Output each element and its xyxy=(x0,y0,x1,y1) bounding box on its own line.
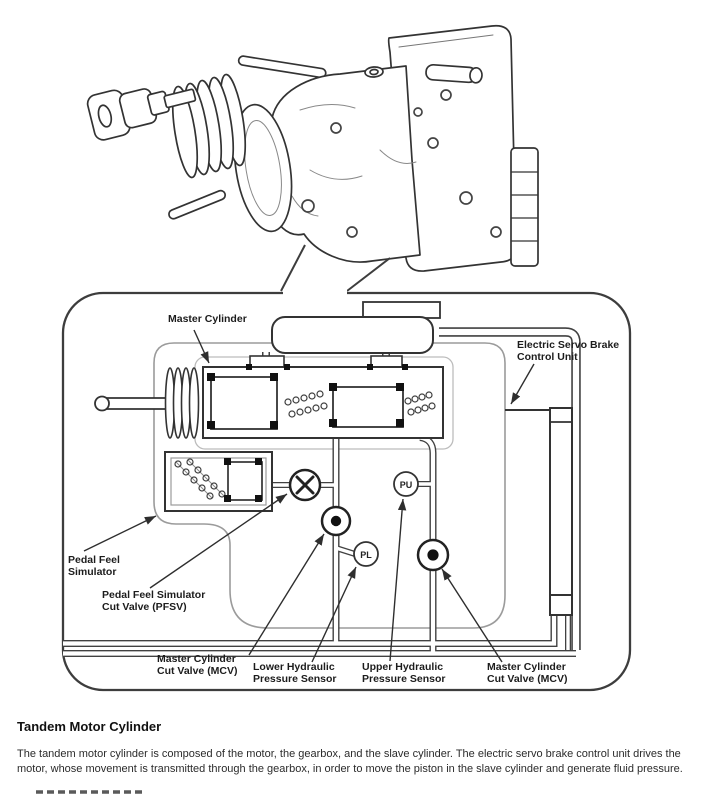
pl-sensor-tag: PL xyxy=(360,550,372,560)
pfsv-valve-symbol xyxy=(290,470,320,500)
pu-sensor-tag: PU xyxy=(399,480,413,490)
mcv-right-valve-symbol xyxy=(418,540,448,570)
push-rod-symbol xyxy=(95,368,199,438)
master-cylinder-symbol xyxy=(95,356,443,438)
label-lower-hydraulic-pressure-sensor: Lower Hydraulic Pressure Sensor xyxy=(253,661,337,685)
assembly-illustration xyxy=(86,26,538,271)
label-mcv-left: Master Cylinder Cut Valve (MCV) xyxy=(157,653,238,677)
brake-fluid-reservoir-symbol xyxy=(272,302,440,353)
section-body-text: The tandem motor cylinder is composed of the motor, the gearbox, and the slave cylinder. The electric servo brake control unit drives the motor, whose movement is transmitted through the gearbox, in order to move the piston in the slave cylinder and generate fluid pressure. xyxy=(17,748,683,775)
control-unit-symbol xyxy=(505,408,572,615)
mcv-left-valve-symbol xyxy=(322,507,350,535)
label-pedal-feel-simulator: Pedal Feel Simulator xyxy=(68,554,120,578)
label-pfsv-cut-valve: Pedal Feel Simulator Cut Valve (PFSV) xyxy=(102,589,206,613)
label-electric-servo-brake-control-unit: Electric Servo Brake Control Unit xyxy=(517,339,620,363)
valve-dot-icon xyxy=(427,549,438,560)
pl-sensor-symbol xyxy=(354,542,378,566)
pedal-feel-simulator-symbol xyxy=(165,452,272,511)
valve-dot-icon xyxy=(331,516,341,526)
label-master-cylinder: Master Cylinder xyxy=(168,313,247,325)
section-heading: Tandem Motor Cylinder xyxy=(17,719,162,734)
pu-sensor-symbol xyxy=(394,472,418,496)
label-upper-hydraulic-pressure-sensor: Upper Hydraulic Pressure Sensor xyxy=(362,661,446,685)
label-mcv-right: Master Cylinder Cut Valve (MCV) xyxy=(487,661,568,685)
